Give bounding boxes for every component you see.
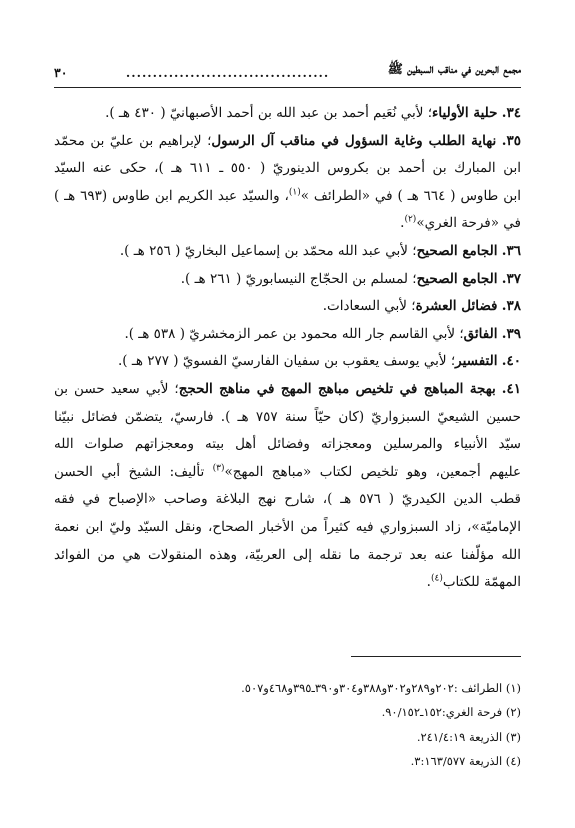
entry-number: ٣٧.: [501, 270, 521, 287]
entry-text: عليهم أجمعين، وهو تلخيص لكتاب «مباهج المهج»: [224, 463, 521, 480]
entry-title: حلية الأولياء: [432, 105, 498, 121]
entry-text: الله مؤلّفنا عنه بعد ترجمة ما نقله إلى العربيّة، وهذه المنقولات هي من الفوائد: [54, 546, 521, 563]
footnote: (٣) الذريعة ٢٤١/٤:١٩.: [416, 729, 521, 744]
entry-text: سيّد الأنبياء والمرسلين ومعجزاته وفضائل أهل بيته ومعجزاتهم صلوات الله: [54, 436, 521, 453]
book-title: مجمع البحرين في مناقب السبطين ﷺ: [387, 61, 521, 76]
entry-number: ٤٠.: [501, 353, 521, 370]
entry-text: تأليف: الشيخ أبي الحسن: [54, 463, 213, 480]
footnote-ref: (٣): [212, 463, 225, 474]
text-line: [54, 210, 521, 238]
list-entry: [54, 128, 521, 238]
main-text: [54, 100, 521, 597]
entry-text: ، والسيّد عبد الكريم ابن طاوس (٦٩٣ هـ ): [54, 187, 289, 204]
entry-title: التفسير: [455, 353, 498, 370]
entry-text: ابن المبارك بن أحمد بن بكروس الدينوريّ ( ٥٥٠ ـ ٦١١ هـ )، حكى عنه السيّد: [54, 160, 521, 177]
entry-text: حسين الشيعيّ السبزواريّ (كان حيّاً سنة ٧٥٧ هـ ). فارسيّ، يتضمّن فضائل نبيّنا: [54, 408, 521, 425]
text-line: [54, 100, 521, 128]
list-entry: [54, 100, 521, 128]
entry-number: ٣٥.: [501, 132, 521, 149]
entry-text: ؛ لمسلم بن الحجّاج النيسابوريّ ( ٢٦١ هـ ).: [180, 270, 417, 287]
entry-title: الجامع الصحيح: [416, 242, 498, 259]
entry-title: الجامع الصحيح: [416, 270, 498, 287]
entry-text: ؛ لأبي السعادات.: [322, 298, 416, 315]
text-line: [54, 431, 521, 459]
header-dots: ......................................: [125, 65, 330, 80]
entry-number: ٣٤.: [501, 105, 521, 121]
text-line: [54, 183, 521, 211]
text-line: [54, 459, 521, 487]
entry-text: ؛ لأبي نُعَيم أحمد بن عبد الله بن أحمد الأصبهانيّ ( ٤٣٠ هـ ).: [105, 105, 433, 121]
entry-title: بهجة المباهج في تلخيص مباهج المهج في مناهج الحجج: [178, 380, 496, 397]
list-entry: [54, 321, 521, 349]
page-header: [54, 62, 521, 80]
text-line: [54, 376, 521, 404]
list-entry: [54, 348, 521, 376]
entry-title: فضائل العشرة: [415, 298, 498, 315]
list-entry: [54, 266, 521, 294]
text-line: [54, 404, 521, 432]
entry-number: ٣٩.: [501, 325, 521, 342]
text-line: [54, 542, 521, 570]
entry-title: نهاية الطلب وغاية السؤول في مناقب آل الرسول: [211, 132, 497, 149]
header-rule: [54, 87, 521, 88]
entry-text: .: [426, 574, 431, 591]
entry-title: الفائق: [463, 325, 498, 342]
text-line: [54, 266, 521, 294]
footnote: (١) الطرائف :٢٠٢و٢٨٩و٣٠٢و٣٨٨و٣٠٤و٣٩٠ـ٣٩٥و٤٦٨و٥٠٧.: [241, 681, 521, 695]
entry-text: ؛ لأبي يوسف يعقوب بن سفيان الفارسيّ الفسويّ ( ٢٧٧ هـ ).: [118, 353, 456, 370]
text-line: [54, 321, 521, 349]
text-line: [54, 238, 521, 266]
footnote-separator: [351, 656, 521, 657]
entry-text: .: [400, 215, 405, 232]
text-line: [54, 486, 521, 514]
text-line: [54, 293, 521, 321]
text-line: [54, 514, 521, 542]
entry-text: ؛ لإبراهيم بن عليّ بن محمّد: [54, 132, 212, 149]
entry-text: ؛ لأبي سعيد حسن بن: [54, 380, 179, 397]
footnote: (٢) فرحة الغري:١٥٢ـ٩٠/١٥٢.: [381, 705, 521, 720]
footnotes: [54, 676, 521, 774]
entry-text: ابن طاوس ( ٦٦٤ هـ ) في «الطرائف »: [300, 187, 521, 204]
footnote-ref: (٤): [430, 573, 443, 584]
entry-text: ؛ لأبي القاسم جار الله محمود بن عمر الزمخشريّ ( ٥٣٨ هـ ).: [124, 325, 464, 342]
entry-text: في «فرحة الغري»: [416, 215, 521, 232]
list-entry: [54, 293, 521, 321]
footnote-ref: (٢): [404, 214, 417, 225]
footnote-ref: (١): [288, 187, 301, 198]
list-entry: [54, 376, 521, 597]
entry-text: قطب الدين الكيدريّ ( ٥٧٦ هـ )، شارح نهج البلاغة وصاحب «الإصباح في فقه: [54, 491, 521, 508]
entry-text: الإماميّة»، زاد السبزواري فيه كثيراً من الأخبار الصحاح، ونقل السيّد وليّ ابن نعمة: [54, 518, 521, 535]
text-line: [54, 348, 521, 376]
text-line: [54, 155, 521, 183]
text-line: [54, 569, 521, 597]
entry-number: ٤١.: [501, 380, 521, 397]
list-entry: [54, 238, 521, 266]
footnote: (٤) الذريعة ٣:١٦٣/٥٧٧.: [410, 754, 521, 769]
entry-text: ؛ لأبي عبد الله محمّد بن إسماعيل البخاريّ ( ٢٥٦ هـ ).: [119, 242, 417, 259]
entry-number: ٣٦.: [501, 242, 521, 259]
page-number: ٣٠: [54, 65, 68, 80]
text-line: [54, 128, 521, 156]
entry-text: المهمّة للكتاب: [442, 574, 521, 591]
entry-number: ٣٨.: [501, 298, 521, 315]
